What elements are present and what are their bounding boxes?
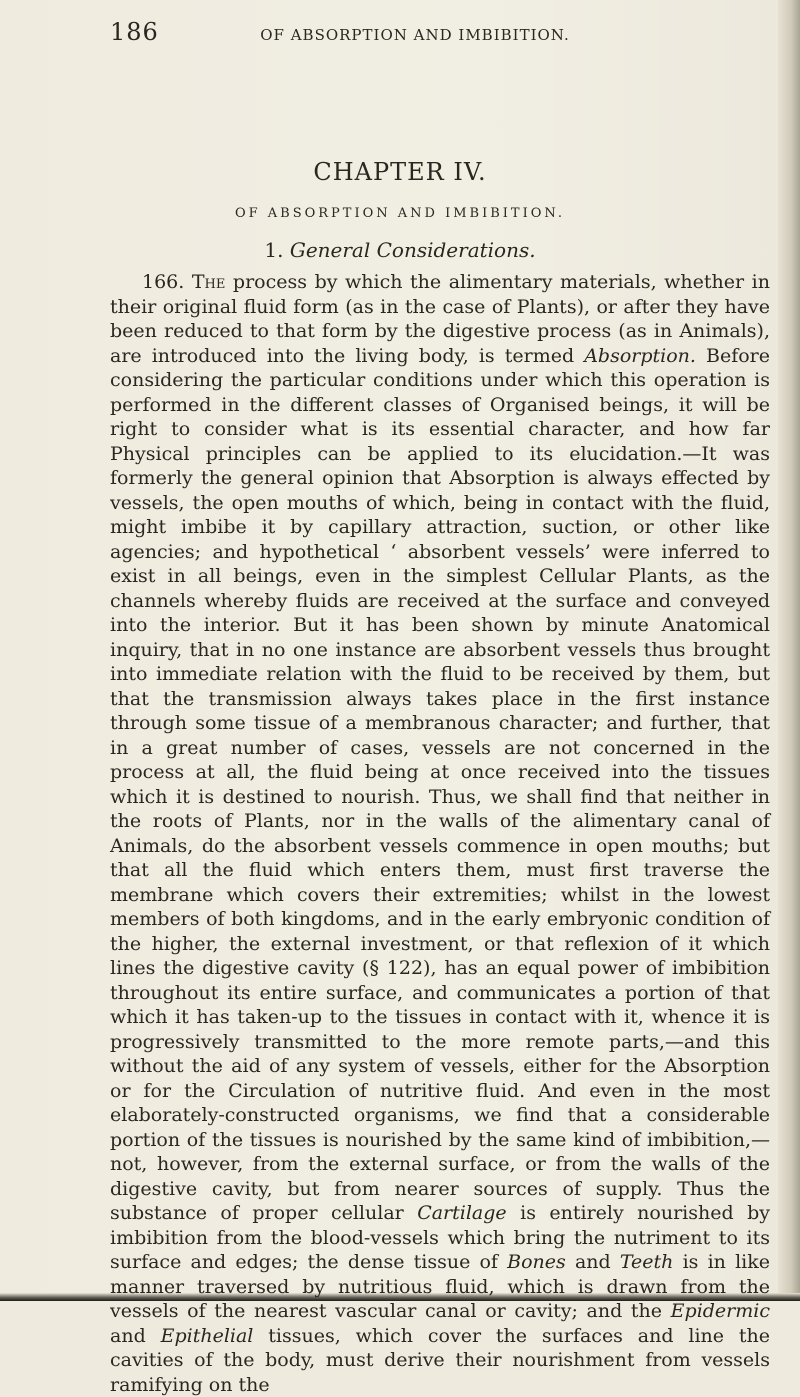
text-segment: is entirely nourished by imbibition from the blood-vessels which bring the nutriment to its surface and edges; the dense tissue of [110,1202,770,1273]
paragraph-number: 166. [142,271,185,293]
running-head: OF ABSORPTION AND IMBIBITION. [260,26,570,44]
term-teeth: Teeth [619,1251,674,1273]
text-segment: tissues, which cover the surfaces and line the cavities of the body, must derive their nourishment from vessels ramifying on the [110,1324,770,1396]
section-heading [0,238,800,262]
text-segment: Before considering the particular conditions under which this operation is performed in the different classes of Organised beings, it will be right to consider what is its essential character, and how far Physical principles can be applied to its elucidation.—It was formerly the general opinion that Absorption is always effected by vessels, the open mouths of which, being in contact with the fluid, might imbibe it by capillary attraction, suction, or other like agencies; and hypothetical ‘ absorbent vessels’ were inferred to exist in all beings, even in the simplest Cellular Plants, as the channels whereby fluids are received at the surface and conveyed into the interior. But it has been shown by minute Anatomical inquiry, that in no one instance are absorbent vessels thus brought into immediate relation with the fluid to be received by them, but that the transmission always takes place in the first instance through some tissue of a membranous character; and further, that in a great number of cases, vessels are not concerned in the process at all, the fluid being at once received into the tissues which it is destined to nourish. Thus, we shall find that neither in the roots of Plants, nor in the walls of the alimentary canal of Animals, do the absorbent vessels commence in open mouths; but that all the fluid which enters them, must first traverse the membrane which covers their extremities; whilst in the lowest members of both kingdoms, and in the early embryonic condition of the higher, the external investment, or that reflexion of it which lines the digestive cavity (§ 122), has an equal power of imbibition throughout its entire surface, and communicates a portion of that which it has taken-up to the tissues in contact with it, whence it is progressively transmitted to the more remote parts,—and this without the aid of any system of vessels, either for the Absorption or for the Circulation of nutritive fluid. And even in the most elaborately-constructed organisms, we find that a considerable portion of the tissues is nourished by the same kind of imbibition,—not, however, from the external surface, or from the walls of the digestive cavity, but from nearer sources of supply. Thus the substance of proper cellular [110,344,771,1224]
text-segment: and [110,1324,161,1347]
text-segment: and [565,1251,620,1273]
page-number: 186 [110,18,159,46]
term-epithelial: Epithelial [160,1324,254,1347]
term-cartilage: Cartilage [417,1202,507,1224]
text-segment: is in like manner traversed by nutritious fluid, which is drawn from the vessels of the nearest vascular canal or cavity; and the [110,1251,770,1322]
paragraph-166 [110,270,770,1397]
text-segment: process by which the alimentary materials, whether in their original fluid form (as in the case of Plants), or after they have been reduced to that form by the digestive process (as in Animals), are introduced into the living body, is termed [110,271,770,367]
section-number: 1. [264,238,284,262]
chapter-title: CHAPTER IV. [313,158,487,186]
section-title: General Considerations. [289,238,536,262]
chapter-subtitle: OF ABSORPTION AND IMBIBITION. [234,206,566,221]
page-right-edge-shadow [778,0,800,1301]
body-text [110,270,770,1397]
term-absorption: Absorption. [584,344,696,367]
term-epidermic: Epidermic [670,1300,770,1322]
paragraph-lead-word: The [191,271,226,293]
term-bones: Bones [507,1251,566,1273]
